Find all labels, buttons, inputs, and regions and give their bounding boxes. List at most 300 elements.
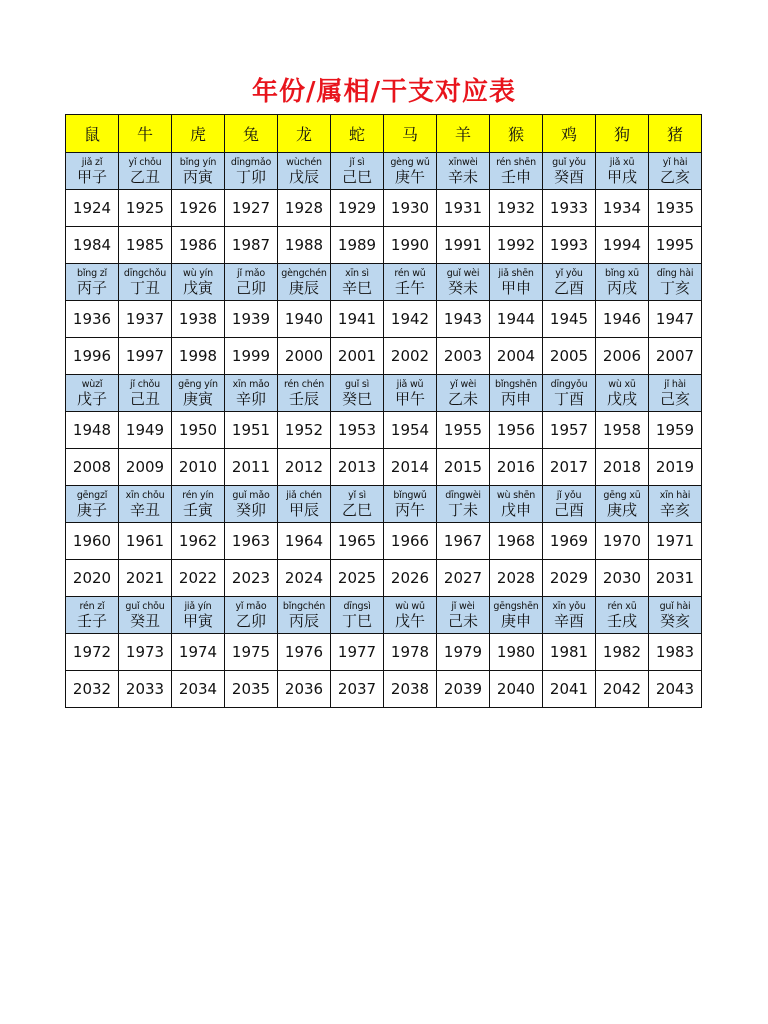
year-row: [66, 338, 702, 375]
year-cell: 2037: [331, 671, 384, 708]
pinyin-label: jiǎ yín: [184, 601, 212, 612]
ganzhi-row: [66, 486, 702, 523]
year-row: [66, 560, 702, 597]
pinyin-label: jiǎ wǔ: [396, 379, 424, 390]
pinyin-label: dīngmǎo: [230, 157, 272, 168]
pinyin-label: yǐ mǎo: [235, 601, 267, 612]
year-row: [66, 190, 702, 227]
table-body: [66, 115, 702, 708]
pinyin-label: jǐ chǒu: [130, 379, 160, 390]
ganzhi-characters: 戊戌: [606, 390, 637, 408]
year-cell: 1926: [172, 190, 225, 227]
year-cell: 1981: [543, 634, 596, 671]
animal-header-cell: 虎: [172, 115, 225, 153]
ganzhi-characters: 辛酉: [553, 612, 584, 630]
pinyin-label: wù shēn: [496, 490, 536, 501]
animal-header-cell: 猴: [490, 115, 543, 153]
ganzhi-cell: [66, 375, 119, 412]
year-cell: 2041: [543, 671, 596, 708]
pinyin-label: xīn sì: [345, 268, 369, 279]
pinyin-label: gēngzǐ: [76, 490, 108, 501]
ganzhi-cell: [490, 375, 543, 412]
ganzhi-characters: 己未: [447, 612, 478, 630]
ganzhi-characters: 乙丑: [129, 168, 160, 186]
ganzhi-cell: [225, 153, 278, 190]
ganzhi-cell: [278, 153, 331, 190]
year-cell: 1945: [543, 301, 596, 338]
year-cell: 2013: [331, 449, 384, 486]
year-cell: 1983: [649, 634, 702, 671]
ganzhi-characters: 庚子: [76, 501, 107, 519]
year-cell: 1960: [66, 523, 119, 560]
pinyin-label: rén zǐ: [79, 601, 105, 612]
pinyin-label: xīn mǎo: [232, 379, 270, 390]
year-cell: 2002: [384, 338, 437, 375]
year-cell: 1992: [490, 227, 543, 264]
year-cell: 1962: [172, 523, 225, 560]
year-cell: 1997: [119, 338, 172, 375]
ganzhi-cell: [119, 597, 172, 634]
pinyin-label: rén wǔ: [394, 268, 426, 279]
ganzhi-cell: [225, 597, 278, 634]
ganzhi-cell: [437, 264, 490, 301]
ganzhi-characters: 癸丑: [129, 612, 160, 630]
ganzhi-cell: [119, 486, 172, 523]
ganzhi-characters: 乙卯: [235, 612, 266, 630]
ganzhi-cell: [437, 597, 490, 634]
animal-header-cell: 牛: [119, 115, 172, 153]
year-cell: 1998: [172, 338, 225, 375]
ganzhi-characters: 乙巳: [341, 501, 372, 519]
year-cell: 1976: [278, 634, 331, 671]
ganzhi-characters: 壬子: [76, 612, 107, 630]
year-cell: 1927: [225, 190, 278, 227]
year-cell: 2008: [66, 449, 119, 486]
year-cell: 1987: [225, 227, 278, 264]
ganzhi-characters: 丁未: [447, 501, 478, 519]
year-cell: 2025: [331, 560, 384, 597]
year-cell: 1978: [384, 634, 437, 671]
ganzhi-cell: [384, 264, 437, 301]
ganzhi-characters: 癸卯: [235, 501, 266, 519]
pinyin-label: xīn hài: [659, 490, 691, 501]
pinyin-label: bǐng xū: [605, 268, 639, 279]
year-cell: 1964: [278, 523, 331, 560]
year-cell: 2015: [437, 449, 490, 486]
pinyin-label: yǐ sì: [348, 490, 366, 501]
pinyin-label: wùzǐ: [81, 379, 103, 390]
year-cell: 1941: [331, 301, 384, 338]
year-cell: 2016: [490, 449, 543, 486]
pinyin-label: guǐ sì: [344, 379, 370, 390]
year-cell: 2035: [225, 671, 278, 708]
year-cell: 2036: [278, 671, 331, 708]
ganzhi-characters: 己巳: [341, 168, 372, 186]
year-cell: 2027: [437, 560, 490, 597]
ganzhi-characters: 辛未: [447, 168, 478, 186]
year-cell: 1971: [649, 523, 702, 560]
ganzhi-cell: [66, 264, 119, 301]
year-cell: 2040: [490, 671, 543, 708]
year-cell: 2026: [384, 560, 437, 597]
year-cell: 2020: [66, 560, 119, 597]
pinyin-label: wù yín: [183, 268, 213, 279]
pinyin-label: jǐ wèi: [451, 601, 475, 612]
ganzhi-cell: [278, 486, 331, 523]
year-cell: 1940: [278, 301, 331, 338]
ganzhi-characters: 甲寅: [182, 612, 213, 630]
year-cell: 1946: [596, 301, 649, 338]
pinyin-label: wùchén: [286, 157, 322, 168]
ganzhi-cell: [66, 597, 119, 634]
year-cell: 2030: [596, 560, 649, 597]
year-cell: 2042: [596, 671, 649, 708]
ganzhi-characters: 辛亥: [659, 501, 690, 519]
ganzhi-cell: [490, 264, 543, 301]
animal-header-cell: 猪: [649, 115, 702, 153]
ganzhi-characters: 庚午: [394, 168, 425, 186]
pinyin-label: jǐ yǒu: [556, 490, 582, 501]
ganzhi-characters: 丁卯: [235, 168, 266, 186]
pinyin-label: yǐ hài: [662, 157, 688, 168]
year-cell: 2001: [331, 338, 384, 375]
year-cell: 1924: [66, 190, 119, 227]
year-cell: 1985: [119, 227, 172, 264]
pinyin-label: dīng hài: [656, 268, 694, 279]
year-cell: 1990: [384, 227, 437, 264]
year-cell: 1980: [490, 634, 543, 671]
ganzhi-characters: 甲辰: [288, 501, 319, 519]
ganzhi-cell: [596, 264, 649, 301]
year-cell: 1986: [172, 227, 225, 264]
ganzhi-characters: 乙未: [447, 390, 478, 408]
pinyin-label: bǐngshēn: [495, 379, 537, 390]
animal-header-cell: 蛇: [331, 115, 384, 153]
pinyin-label: yǐ chǒu: [128, 157, 162, 168]
year-cell: 2003: [437, 338, 490, 375]
ganzhi-cell: [66, 153, 119, 190]
ganzhi-characters: 癸酉: [553, 168, 584, 186]
ganzhi-characters: 辛巳: [341, 279, 372, 297]
ganzhi-cell: [384, 486, 437, 523]
pinyin-label: gèng wǔ: [390, 157, 430, 168]
ganzhi-cell: [278, 375, 331, 412]
year-cell: 1954: [384, 412, 437, 449]
pinyin-label: dīngwèi: [445, 490, 481, 501]
year-cell: 2017: [543, 449, 596, 486]
ganzhi-cell: [66, 486, 119, 523]
pinyin-label: yǐ wèi: [449, 379, 477, 390]
ganzhi-characters: 戊子: [76, 390, 107, 408]
year-cell: 1932: [490, 190, 543, 227]
ganzhi-characters: 甲戌: [606, 168, 637, 186]
ganzhi-characters: 庚戌: [606, 501, 637, 519]
year-cell: 1967: [437, 523, 490, 560]
year-cell: 2034: [172, 671, 225, 708]
year-cell: 1925: [119, 190, 172, 227]
ganzhi-cell: [596, 153, 649, 190]
ganzhi-cell: [649, 486, 702, 523]
year-cell: 1988: [278, 227, 331, 264]
year-cell: 1982: [596, 634, 649, 671]
ganzhi-characters: 癸巳: [341, 390, 372, 408]
ganzhi-characters: 丙申: [500, 390, 531, 408]
ganzhi-cell: [331, 264, 384, 301]
ganzhi-cell: [543, 597, 596, 634]
ganzhi-characters: 庚寅: [182, 390, 213, 408]
year-cell: 2028: [490, 560, 543, 597]
ganzhi-cell: [119, 153, 172, 190]
ganzhi-characters: 丙戌: [606, 279, 637, 297]
year-cell: 1993: [543, 227, 596, 264]
ganzhi-cell: [384, 597, 437, 634]
ganzhi-characters: 戊申: [500, 501, 531, 519]
pinyin-label: xīnwèi: [448, 157, 478, 168]
year-cell: 2038: [384, 671, 437, 708]
zodiac-table: [65, 114, 702, 708]
ganzhi-characters: 丙午: [394, 501, 425, 519]
ganzhi-cell: [225, 264, 278, 301]
year-row: [66, 671, 702, 708]
year-cell: 1952: [278, 412, 331, 449]
ganzhi-characters: 己酉: [553, 501, 584, 519]
year-cell: 1970: [596, 523, 649, 560]
ganzhi-characters: 辛丑: [129, 501, 160, 519]
pinyin-label: bǐngwǔ: [393, 490, 427, 501]
year-cell: 1933: [543, 190, 596, 227]
pinyin-label: rén shēn: [496, 157, 536, 168]
animal-header-cell: 狗: [596, 115, 649, 153]
ganzhi-cell: [649, 597, 702, 634]
header-row: [66, 115, 702, 153]
year-cell: 2000: [278, 338, 331, 375]
year-cell: 2033: [119, 671, 172, 708]
ganzhi-characters: 丙寅: [182, 168, 213, 186]
animal-header-cell: 龙: [278, 115, 331, 153]
ganzhi-cell: [278, 264, 331, 301]
ganzhi-cell: [331, 375, 384, 412]
year-cell: 1930: [384, 190, 437, 227]
year-cell: 1994: [596, 227, 649, 264]
year-cell: 2018: [596, 449, 649, 486]
year-cell: 1977: [331, 634, 384, 671]
year-cell: 1974: [172, 634, 225, 671]
year-cell: 1942: [384, 301, 437, 338]
year-cell: 1999: [225, 338, 278, 375]
ganzhi-cell: [490, 597, 543, 634]
year-cell: 1951: [225, 412, 278, 449]
ganzhi-characters: 甲午: [394, 390, 425, 408]
year-cell: 1979: [437, 634, 490, 671]
pinyin-label: gēng xū: [603, 490, 641, 501]
page-title: 年份/属相/干支对应表: [252, 77, 516, 107]
pinyin-label: jiǎ chén: [286, 490, 322, 501]
year-cell: 2031: [649, 560, 702, 597]
year-cell: 2007: [649, 338, 702, 375]
year-cell: 1937: [119, 301, 172, 338]
ganzhi-cell: [543, 153, 596, 190]
ganzhi-cell: [278, 597, 331, 634]
year-cell: 1950: [172, 412, 225, 449]
ganzhi-characters: 己丑: [129, 390, 160, 408]
year-cell: 2022: [172, 560, 225, 597]
pinyin-label: jǐ sì: [349, 157, 365, 168]
ganzhi-characters: 丙辰: [288, 612, 319, 630]
year-cell: 1963: [225, 523, 278, 560]
year-cell: 1948: [66, 412, 119, 449]
pinyin-label: xīn chǒu: [125, 490, 165, 501]
year-cell: 1953: [331, 412, 384, 449]
animal-header-cell: 马: [384, 115, 437, 153]
ganzhi-cell: [225, 486, 278, 523]
year-cell: 1966: [384, 523, 437, 560]
year-cell: 1957: [543, 412, 596, 449]
ganzhi-characters: 壬戌: [606, 612, 637, 630]
ganzhi-characters: 丙子: [76, 279, 107, 297]
year-cell: 1975: [225, 634, 278, 671]
ganzhi-cell: [649, 153, 702, 190]
year-cell: 2021: [119, 560, 172, 597]
year-cell: 1996: [66, 338, 119, 375]
pinyin-label: jǐ hài: [664, 379, 686, 390]
ganzhi-cell: [384, 375, 437, 412]
ganzhi-cell: [490, 486, 543, 523]
pinyin-label: wù wǔ: [395, 601, 425, 612]
year-cell: 1944: [490, 301, 543, 338]
year-cell: 2032: [66, 671, 119, 708]
ganzhi-cell: [172, 264, 225, 301]
pinyin-label: rén yín: [182, 490, 214, 501]
year-cell: 1968: [490, 523, 543, 560]
ganzhi-characters: 己卯: [235, 279, 266, 297]
year-cell: 1943: [437, 301, 490, 338]
ganzhi-cell: [437, 375, 490, 412]
year-cell: 1955: [437, 412, 490, 449]
pinyin-label: xīn yǒu: [552, 601, 586, 612]
ganzhi-cell: [331, 153, 384, 190]
ganzhi-row: [66, 597, 702, 634]
ganzhi-cell: [172, 486, 225, 523]
pinyin-label: gēngshēn: [493, 601, 539, 612]
pinyin-label: guǐ yǒu: [552, 157, 586, 168]
year-row: [66, 523, 702, 560]
ganzhi-characters: 庚申: [500, 612, 531, 630]
pinyin-label: jǐ mǎo: [237, 268, 265, 279]
year-cell: 1947: [649, 301, 702, 338]
ganzhi-row: [66, 153, 702, 190]
ganzhi-cell: [649, 264, 702, 301]
ganzhi-cell: [437, 153, 490, 190]
year-cell: 1929: [331, 190, 384, 227]
year-cell: 1931: [437, 190, 490, 227]
year-row: [66, 412, 702, 449]
year-cell: 2014: [384, 449, 437, 486]
ganzhi-cell: [225, 375, 278, 412]
ganzhi-characters: 乙亥: [659, 168, 690, 186]
ganzhi-characters: 丁亥: [659, 279, 690, 297]
ganzhi-characters: 戊午: [394, 612, 425, 630]
ganzhi-characters: 壬午: [394, 279, 425, 297]
year-cell: 2009: [119, 449, 172, 486]
ganzhi-characters: 戊寅: [182, 279, 213, 297]
pinyin-label: gèngchén: [281, 268, 327, 279]
ganzhi-cell: [119, 264, 172, 301]
ganzhi-cell: [172, 375, 225, 412]
ganzhi-characters: 壬申: [500, 168, 531, 186]
year-cell: 2006: [596, 338, 649, 375]
pinyin-label: guǐ chǒu: [125, 601, 165, 612]
year-cell: 2011: [225, 449, 278, 486]
year-cell: 1959: [649, 412, 702, 449]
ganzhi-cell: [172, 153, 225, 190]
pinyin-label: guǐ hài: [659, 601, 691, 612]
year-cell: 2005: [543, 338, 596, 375]
pinyin-label: rén chén: [283, 379, 325, 390]
year-cell: 2024: [278, 560, 331, 597]
year-cell: 1984: [66, 227, 119, 264]
ganzhi-characters: 甲申: [500, 279, 531, 297]
ganzhi-characters: 甲子: [76, 168, 107, 186]
pinyin-label: bǐng yín: [179, 157, 217, 168]
year-cell: 1956: [490, 412, 543, 449]
year-cell: 2023: [225, 560, 278, 597]
year-cell: 1958: [596, 412, 649, 449]
ganzhi-characters: 庚辰: [288, 279, 319, 297]
year-cell: 1972: [66, 634, 119, 671]
ganzhi-characters: 戊辰: [288, 168, 319, 186]
ganzhi-cell: [649, 375, 702, 412]
year-cell: 2029: [543, 560, 596, 597]
ganzhi-cell: [331, 597, 384, 634]
animal-header-cell: 鸡: [543, 115, 596, 153]
year-cell: 1936: [66, 301, 119, 338]
pinyin-label: jiǎ zǐ: [81, 157, 103, 168]
ganzhi-cell: [490, 153, 543, 190]
ganzhi-characters: 丁丑: [129, 279, 160, 297]
year-cell: 1961: [119, 523, 172, 560]
pinyin-label: yǐ yǒu: [555, 268, 583, 279]
year-cell: 1939: [225, 301, 278, 338]
pinyin-label: bǐngchén: [282, 601, 326, 612]
year-cell: 1991: [437, 227, 490, 264]
ganzhi-row: [66, 375, 702, 412]
ganzhi-characters: 壬寅: [182, 501, 213, 519]
ganzhi-characters: 癸未: [447, 279, 478, 297]
animal-header-cell: 羊: [437, 115, 490, 153]
animal-header-cell: 鼠: [66, 115, 119, 153]
year-cell: 1965: [331, 523, 384, 560]
pinyin-label: dīngyǒu: [550, 379, 588, 390]
year-cell: 1934: [596, 190, 649, 227]
pinyin-label: jiǎ shēn: [498, 268, 534, 279]
year-cell: 2004: [490, 338, 543, 375]
ganzhi-characters: 壬辰: [288, 390, 319, 408]
pinyin-label: bǐng zǐ: [77, 268, 107, 279]
year-cell: 2043: [649, 671, 702, 708]
ganzhi-cell: [596, 375, 649, 412]
year-cell: 1928: [278, 190, 331, 227]
year-cell: 1995: [649, 227, 702, 264]
ganzhi-cell: [596, 597, 649, 634]
animal-header-cell: 兔: [225, 115, 278, 153]
ganzhi-row: [66, 264, 702, 301]
ganzhi-characters: 丁酉: [553, 390, 584, 408]
ganzhi-characters: 辛卯: [235, 390, 266, 408]
ganzhi-characters: 癸亥: [659, 612, 690, 630]
ganzhi-cell: [543, 375, 596, 412]
year-row: [66, 634, 702, 671]
year-cell: 1969: [543, 523, 596, 560]
